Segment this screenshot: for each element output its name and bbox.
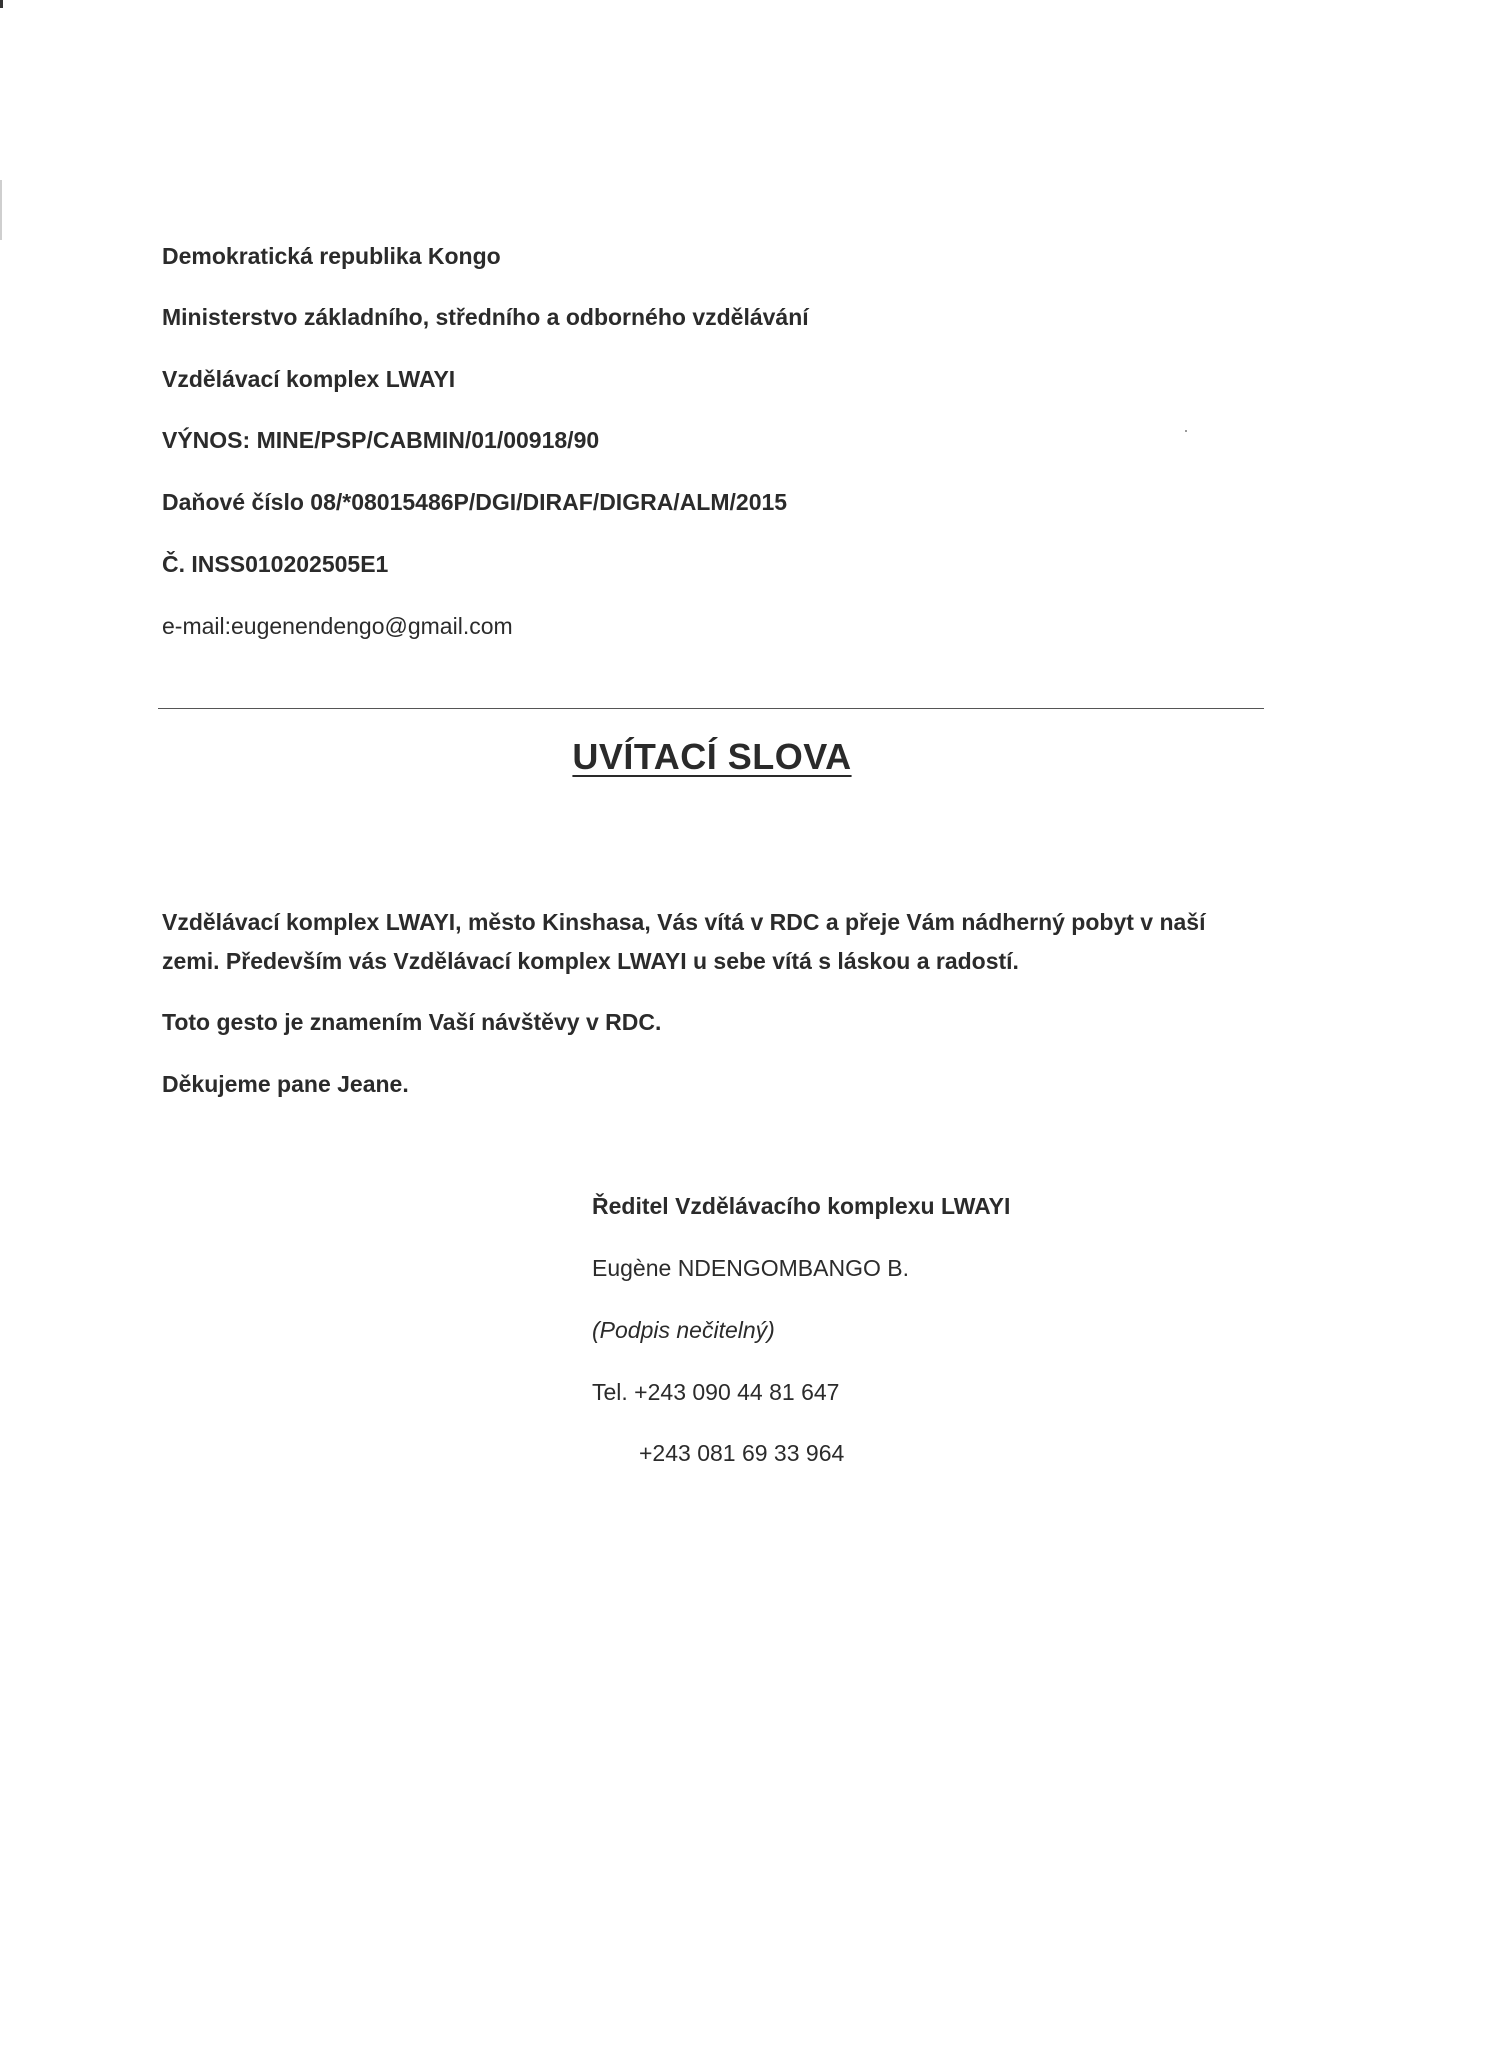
- body-paragraph-2: Toto gesto je znamením Vaší návštěvy v RDC.: [162, 1009, 662, 1035]
- header-email: e-mail:eugenendengo@gmail.com: [162, 613, 513, 639]
- signature-note: (Podpis nečitelný): [592, 1317, 775, 1343]
- scan-artifact: [0, 0, 3, 8]
- scan-artifact: [0, 180, 2, 240]
- header-ministry: Ministerstvo základního, středního a odborného vzdělávání: [162, 304, 809, 330]
- document-title: UVÍTACÍ SLOVA: [572, 736, 852, 777]
- header-institution: Vzdělávací komplex LWAYI: [162, 366, 456, 392]
- header-country: Demokratická republika Kongo: [162, 243, 501, 269]
- scan-artifact: [1185, 430, 1187, 432]
- header-decree: VÝNOS: MINE/PSP/CABMIN/01/00918/90: [162, 427, 600, 453]
- signature-phone-1: Tel. +243 090 44 81 647: [592, 1379, 840, 1405]
- body-paragraph-1: Vzdělávací komplex LWAYI, město Kinshasa, Vás vítá v RDC a přeje Vám nádherný pobyt v naší zemi. Především vás Vzdělávací komplex LWAYI u sebe vítá s láskou a radostí.: [162, 909, 1206, 974]
- body-paragraph-3: Děkujeme pane Jeane.: [162, 1071, 409, 1097]
- signature-role: Ředitel Vzdělávacího komplexu LWAYI: [592, 1193, 1011, 1219]
- signature-phone-2: +243 081 69 33 964: [639, 1440, 845, 1466]
- signature-name: Eugène NDENGOMBANGO B.: [592, 1255, 909, 1281]
- header-tax-number: Daňové číslo 08/*08015486P/DGI/DIRAF/DIGRA/ALM/2015: [162, 489, 788, 515]
- header-number: Č. INSS010202505E1: [162, 551, 389, 577]
- header-divider: [158, 708, 1264, 709]
